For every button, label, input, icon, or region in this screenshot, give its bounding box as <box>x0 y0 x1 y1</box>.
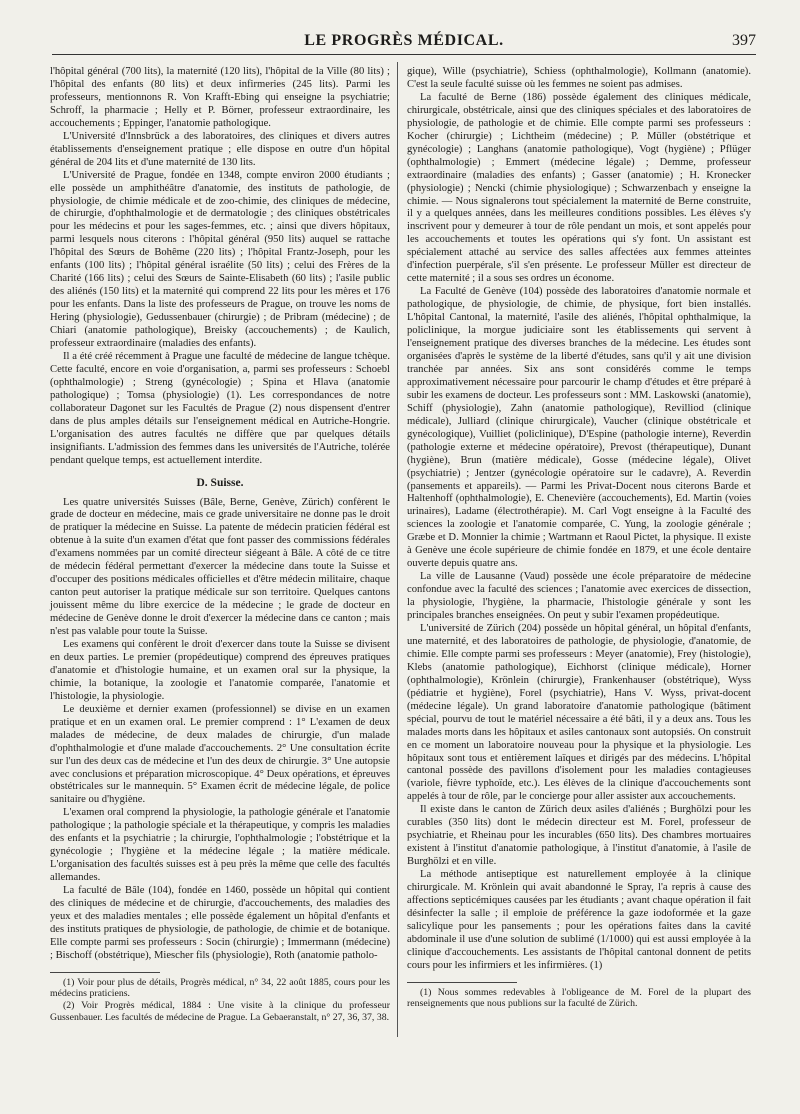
footnote-rule <box>407 982 517 983</box>
column-divider <box>397 62 398 1037</box>
paragraph: Les examens qui confèrent le droit d'exercer dans toute la Suisse se divisent en deux parties. Le premier (propédeutique) comprend des épreuves pratiques d'anatomie et d'histologie humaine, et un examen oral sur la physique, la chimie, la botanique, la zoologie et l'anatomie comparée, l'anatomie et l'histologie, la physiologie. <box>50 638 390 702</box>
paragraph: L'examen oral comprend la physiologie, la pathologie générale et l'anatomie pathologique ; la pathologie spéciale et la thérapeutique, y compris les maladies des enfants et la psychiatrie ; la chirurgie, l'ophthalmologie ; l'obstétrique et la gynécologie ; l'hygiène et la médecine légale ; la matière médicale. L'organisation des facultés suisses est à peu près la même que celle des facultés allemandes. <box>50 807 390 884</box>
page-number: 397 <box>732 32 756 49</box>
paragraph: Il a été créé récemment à Prague une faculté de médecine de langue tchèque. Cette faculté, encore en voie d'organisation, a, parmi ses professeurs : Schoebl (ophthalmologie) ; Streng (gynécologie) ; Spina et Hlava (anatomie pathologique) ; Tomsa (physiologie) (1). Les correspondances de notre collaborateur Dagonet sur les Facultés de Prague (2) nous dispensent d'entrer dans de plus amples détails sur l'enseignement médical en Autriche-Hongrie. L'organisation des autres facultés ne diffère que par quelques détails insignifiants. L'admission des femmes dans les universités de l'Autriche, tolérée pendant quelque temps, est actuellement interdite. <box>50 350 390 466</box>
paragraph: Les quatre universités Suisses (Bâle, Berne, Genève, Zürich) confèrent le grade de docteur en médecine, mais ce grade universitaire ne donne pas le droit de pratiquer la médecine en Suisse. La patente de médecin praticien fédéral est obtenue à la suite d'un examen d'état que font passer des commissions fédérales d'examens nommées par un comité directeur siégeant à Bâle. A côté de ce titre de médecin fédéral permettant d'exercer la médecine dans toute la Suisse et d'occuper des positions médicales officielles et d'être médecin militaire, chaque canton peut autoriser la pratique médicale sur son territoire. Quelques cantons jouissent même du libre exercice de la médecine ; le grade de docteur en médecine de Genève donne le droit d'exercer la médecine dans ce canton ; mais n'est pas valable pour toute la Suisse. <box>50 496 390 638</box>
section-title: D. Suisse. <box>196 476 244 489</box>
paragraph: gique), Wille (psychiatrie), Schiess (ophthalmologie), Kollmann (anatomie). C'est la seule faculté suisse où les femmes ne soient pas admises. <box>407 66 751 90</box>
paragraph: L'Université de Prague, fondée en 1348, compte environ 2000 étudiants ; elle possède un amphithéâtre d'anatomie, des instituts de pathologie, de physiologie, de chimie médicale et de zoo-chimie, des cliniques de médecine, de chirurgie, d'ophthalmologie et de dermatologie ; des cliniques obstétricales pour les médecins et pour les sages-femmes, etc. ; ainsi que divers hôpitaux, parmi lesquels nous citerons : l'hôpital général (950 lits) auquel se rattache l'hôpital des Sœurs de Bohême (220 lits) ; l'hôpital Frantz-Joseph, pour les enfants (100 lits) ; l'hôpital général israélite (50 lits) ; celui des Frères de la Charité (166 lits) ; celui des Sœurs de Sainte-Elisabeth (60 lits) ; l'asile public des aliénés (150 lits) et la maternité qui comprend 22 lits pour les mères et 176 pour les enfants. Dans la liste des professeurs de Prague, on trouve les noms de Hering (physiologie), Gedussenbauer (chirurgie) ; de Pribram (médecine) ; de Chiari (anatomie pathologique), Breisky (accouchements) ; de Kaulich, professeur extraordinaire (maladies des enfants). <box>50 169 390 350</box>
left-column <box>50 66 390 1023</box>
paragraph: Le deuxième et dernier examen (professionnel) se divise en un examen pratique et en un examen oral. Le premier comprend : 1° L'examen de deux malades de médecine, de deux malades de chirurgie, d'un malade d'ophthalmologie et d'une malade d'accouchements. 2° Une consultation écrite sur l'un des deux cas de médecine et l'un des deux de chirurgie. 3° Une autopsie avec conclusions et préparation microscopique. 4° Deux opérations, et épreuves obstétricales sur le mannequin. 5° Examen écrit de médecine légale, de police sanitaire ou d'hygiène. <box>50 703 390 806</box>
footnote: (1) Voir pour plus de détails, Progrès médical, n° 34, 22 août 1885, cours pour les médecins praticiens. <box>50 976 390 1000</box>
paragraph: La ville de Lausanne (Vaud) possède une école préparatoire de médecine confondue avec la faculté des sciences ; l'anatomie avec exercices de dissection, la physiologie, l'hygiène, la pharmacie, l'histologie générale y sont les principales branches enseignées. On peut y subir l'examen propédeutique. <box>407 571 751 622</box>
footnote: (2) Voir Progrès médical, 1884 : Une visite à la clinique du professeur Gussenbauer. Les facultés de médecine de Prague. La Gebaeranstalt, n° 27, 36, 37, 38. <box>50 1000 390 1023</box>
right-column <box>407 66 751 1010</box>
paragraph: La faculté de Berne (186) possède également des cliniques médicale, chirurgicale, obstétricale, ainsi que des cliniques spéciales et des laboratoires de physiologie, de pathologie et de chimie. Elle compte parmi ses professeurs : Kocher (chirurgie) ; Lichtheim (médecine) ; P. Müller (obstétrique et gynécologie) ; Langhans (anatomie pathologique), Vogt (hygiène) ; Pflüger (ophthalmologie) ; Emmert (médecine légale) ; Demme, professeur extraordinaire (maladies des enfants) ; Gasser (anatomie) ; H. Kronecker (physiologie) ; Nencki (chimie physiologique) ; Schwarzenbach y enseigne la chimie. — Nous signalerons tout spécialement la maternité de Berne construite, il y a quelques années, dans les meilleures conditions possibles. Les élèves s'y inscrivent pour y demeurer à tour de rôle pendant un mois, et sont appelés pour les accouchements et toutes les opérations qui s'y font. Un assistant est spécialement attaché au service des salles affectées aux femmes atteintes d'infection puerpérale, s'il s'en présente. Le professeur Müller est directeur de cette maternité ; il a sous ses ordres un économe. <box>407 91 751 285</box>
footnote: (1) Nous sommes redevables à l'obligeance de M. Forel de la plupart des renseignements que nous publions sur la faculté de Zürich. <box>407 986 751 1010</box>
paragraph: L'Université d'Innsbrück a des laboratoires, des cliniques et divers autres établissements d'enseignement pratique ; elle dispose en outre d'un hôpital général de 204 lits et d'une maternité de 130 lits. <box>50 130 390 168</box>
footnote-rule <box>50 972 160 973</box>
page-header <box>52 30 756 55</box>
paragraph: La méthode antiseptique est naturellement employée à la clinique chirurgicale. M. Krönlein qui avait abandonné le Spray, l'a repris à cause des affections septicémiques causées par les étudiants ; avant chaque opération il fait désinfecter la salle ; il emploie de préférence la gaze iodoformée et la gaze salicylique pour les pansements ; pour les opérations faites dans la cavité abdominale il use d'une solution de sublimé (1/1000) qui est aussi employée à la clinique d'accouchements. Les assistants de l'hôpital cantonal donnent de petits cours pour les infirmiers et les infirmières. (1) <box>407 869 751 971</box>
running-head: LE PROGRÈS MÉDICAL. <box>304 32 504 49</box>
paragraph: l'hôpital général (700 lits), la maternité (120 lits), l'hôpital de la Ville (80 lits) ; l'hôpital des enfants (80 lits) et deux infirmeries (245 lits). Parmi les professeurs, mentionnons R. Von Krafft-Ebing qui enseigne la psychiatrie; Schroff, la pharmacie ; Helly et P. Börner, professeur extraordinaire, les accouchements ; Eppinger, l'anatomie pathologique. <box>50 66 390 129</box>
paragraph: La Faculté de Genève (104) possède des laboratoires d'anatomie normale et pathologique, de physiologie, de chimie, de physique, fort bien installés. L'hôpital Cantonal, la maternité, l'asile des aliénés, l'hôpital ophthalmique, la policlinique, la morgue judiciaire sont les établissements qui servent à l'enseignement pratique des diverses branches de la médecine. Les études sont organisées d'après le système de la liberté d'études, sans qu'il y ait une division tranchée par années. Six ans sont considérés comme le temps approximativement nécessaire pour parcourir le champ d'études et être préparé à subir les examens de docteur. Les professeurs sont : MM. Laskowski (anatomie), Schiff (physiologie), Zahn (anatomie pathologique), Revilliod (clinique médicale), Julliard (clinique chirurgicale), Vaucher (clinique obstétricale et gynécologique), Vuilliet (policlinique), D'Espine (pathologie interne), Reverdin (pathologie externe et médecine opératoire), Prevost (thérapeutique), Dunant (hygiène), Brun (matière médicale), Gosse (médecine légale), Olivet (psychiatrie) ; Jentzer (gynécologie opératoire sur le cadavre), A. Reverdin (pansements et appareils). — Parmi les Privat-Docent nous citerons Barde et Haltenhoff (ophthalmologie), E. Chenevière (accouchements), Ed. Martin (voies urinaires), Ladame (électrothérapie). M. Carl Vogt enseigne à la Faculté des sciences la zoologie et l'anatomie comparée, C. Yung, la zoologie générale ; Græbe et D. Monnier la chimie ; Wartmann et Raoul Pictet, la physique. Il existe à Genève une école supérieure de chimie fondée en 1879, et une école dentaire ouverte depuis quatre ans. <box>407 286 751 570</box>
paragraph: L'université de Zürich (204) possède un hôpital général, un hôpital d'enfants, une maternité, et des laboratoires de pathologie, de physiologie, d'anatomie, de chimie. Elle compte parmi ses professeurs : Meyer (anatomie), Frey (histologie), Klebs (anatomie pathologique), Eichhorst (clinique médicale), Horner (ophthalmologie), Krönlein (chirurgie), Frankenhauser (obstétrique), Wyss (pédiatrie et hygiène), Forel (psychiatrie), Hans V. Wyss, privat-docent (médecine légale). Un grand laboratoire d'anatomie pathologique (bâtiment spécial, pourvu de tout le matériel nécessaire a été bâti, il y a deux ans. Tous les malades morts dans les hôpitaux et asiles cantonaux sont autopsiés. On construit en ce moment un laboratoire nouveau pour la physique et la physiologie. Les hôpitaux sont tous et entièrement laïques et dirigés par des médecins. L'hôpital cantonal possède des pavillons d'isolement pour les maladies contagieuses (variole, fièvre typhoïde, etc.). Les élèves de la clinique d'accouchements sont appelés à tour de rôle, par le concierge pour aller assister aux accouchements. <box>407 622 751 803</box>
paragraph: La faculté de Bâle (104), fondée en 1460, possède un hôpital qui contient des cliniques de médecine et de chirurgie, d'accouchements, des maladies des yeux et des maladies mentales ; elle possède également un hôpital d'enfants et des instituts pratiques de physiologie, de pathologie, de chimie et de botanique. Elle compte parmi ses professeurs : Socin (chirurgie) ; Immermann (médecine) ; Bischoff (obstétrique), Miescher fils (physiologie), Roth (anatomie patholo- <box>50 885 390 961</box>
paragraph: Il existe dans le canton de Zürich deux asiles d'aliénés ; Burghölzi pour les curables (350 lits) dont le médecin directeur est M. Forel, professeur de psychiatrie, et Rheinau pour les incurables (650 lits). Des chambres mortuaires existent à l'institut d'anatomie pathologique, à l'institut d'anatomie, à l'asile de Burghölzi et en ville. <box>407 804 751 868</box>
